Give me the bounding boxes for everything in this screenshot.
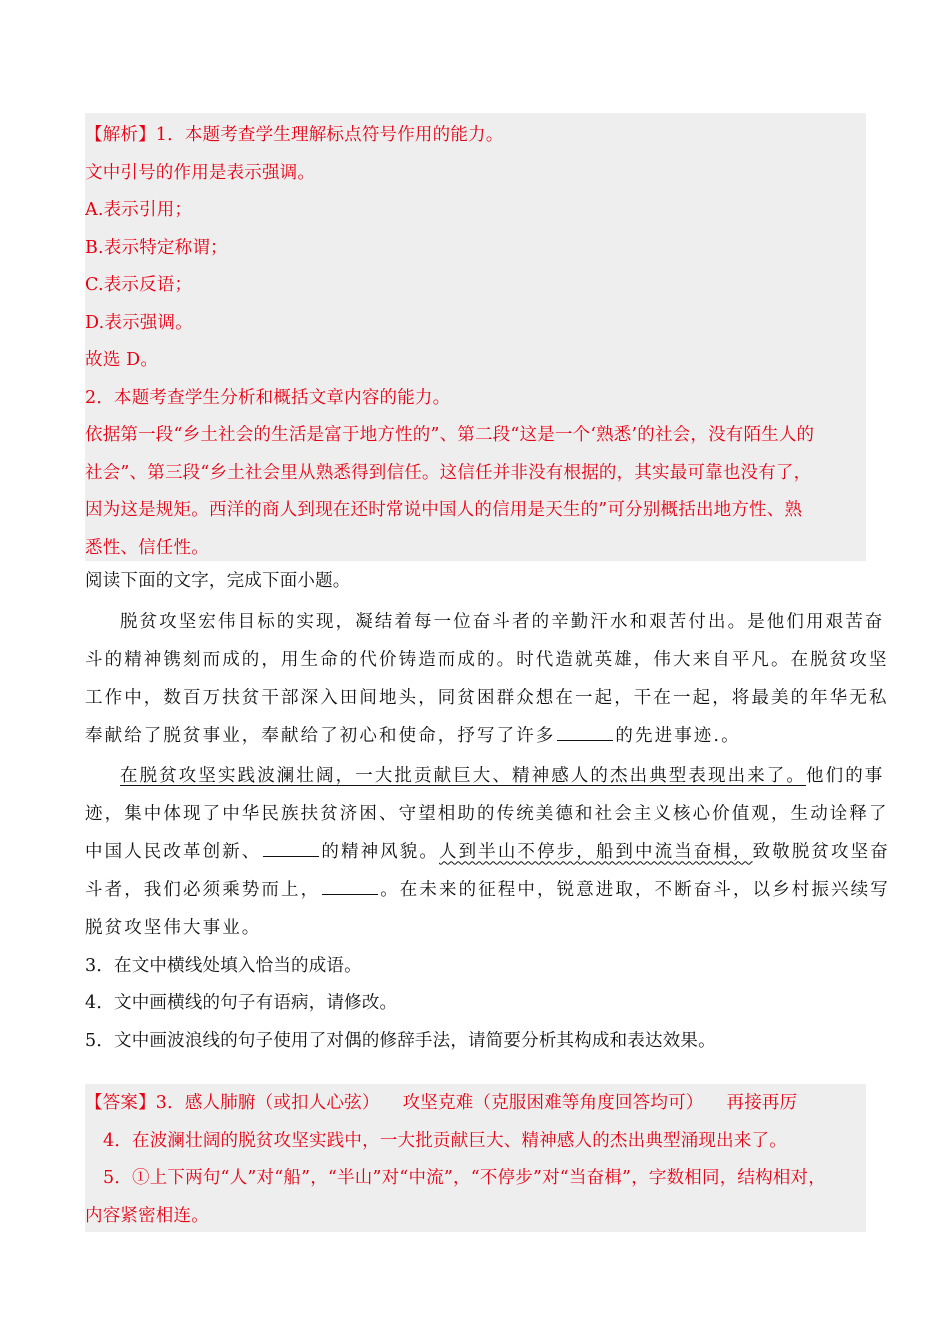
passage-text: 奉献给了脱贫事业，奉献给了初心和使命，抒写了许多 [85,725,556,746]
reading-block [85,563,890,1060]
underlined-sentence: 在脱贫攻坚实践波澜壮阔，一大批贡献巨大、精神感人的杰出典型表现出来了。 [120,765,806,786]
fill-blank-1[interactable] [557,726,613,741]
passage-text: 中国人民改革创新、 [85,841,262,862]
answer-line: 4．在波澜壮阔的脱贫攻坚实践中，一大批贡献巨大、精神感人的杰出典型涌现出来了。 [103,1130,787,1151]
passage-line: 脱贫攻坚宏伟目标的实现，凝结着每一位奋斗者的辛勤汗水和艰苦付出。是他们用艰苦奋 [120,611,885,632]
analysis-line: 2．本题考查学生分析和概括文章内容的能力。 [85,387,451,408]
passage-text: 他们的事 [806,765,885,786]
analysis-line: 【解析】1．本题考查学生理解标点符号作用的能力。 [85,125,504,145]
passage-line: 脱贫攻坚伟大事业。 [85,917,262,938]
analysis-block [85,113,866,561]
passage-line [85,757,885,795]
answer-line: 5．①上下两句“人”对“船”，“半山”对“中流”，“不停步”对“当奋楫”，字数相同，结构相对， [103,1168,826,1188]
passage-line [85,833,890,871]
question-4: 4．文中画横线的句子有语病，请修改。 [85,993,398,1013]
answer-block [85,1084,866,1232]
passage-text: 的精神风貌。 [321,841,440,862]
passage-line: 迹，集中体现了中华民族扶贫济困、守望相助的传统美德和社会主义核心价值观，生动诠释了 [85,803,889,824]
passage-text: 的先进事迹.。 [615,725,741,746]
analysis-line: A.表示引用； [85,200,193,220]
passage-paragraph-1 [85,603,889,755]
analysis-line: 故选 D。 [85,350,159,370]
analysis-line: 悉性、信任性。 [85,537,209,558]
reading-intro: 阅读下面的文字，完成下面小题。 [85,571,351,591]
fill-blank-3[interactable] [322,880,378,895]
passage-text: 斗者，我们必须乘势而上， [85,879,321,900]
passage-line: 斗的精神镌刻而成的，用生命的代价铸造而成的。时代造就英雄，伟大来自平凡。在脱贫攻坚 [85,649,889,670]
questions [85,948,866,1061]
passage-line: 工作中，数百万扶贫干部深入田间地头，同贫困群众想在一起，干在一起，将最美的年华无私 [85,687,889,708]
analysis-line: B.表示特定称谓； [85,237,228,258]
question-5: 5．文中画波浪线的句子使用了对偶的修辞手法，请简要分析其构成和表达效果。 [85,1030,716,1051]
wavy-underlined-sentence: 人到半山不停步，船到中流当奋楫， [439,841,753,862]
analysis-line: 社会”、第三段“乡土社会里从熟悉得到信任。这信任并非没有根据的，其实最可靠也没有了， [85,462,812,483]
fill-blank-2[interactable] [263,842,319,857]
passage-text: 。在未来的征程中，锐意进取，不断奋斗，以乡村振兴续写 [380,879,890,900]
answer-line: 内容紧密相连。 [85,1205,209,1226]
passage-text: 致敬脱贫攻坚奋 [752,841,890,862]
answer-line: 【答案】3．感人肺腑（或扣人心弦） 攻坚克难（克服困难等角度回答均可） 再接再厉 [85,1093,798,1113]
analysis-line: 文中引号的作用是表示强调。 [85,162,316,183]
passage-line [85,717,866,755]
analysis-line: 因为这是规矩。西洋的商人到现在还时常说中国人的信用是天生的”可分别概括出地方性、熟 [85,500,803,520]
analysis-line: D.表示强调。 [85,312,193,333]
analysis-line: C.表示反语； [85,275,193,295]
passage-paragraph-2 [85,757,890,947]
analysis-line: 依据第一段“乡土社会的生活是富于地方性的”、第二段“这是一个‘熟悉’的社会，没有陌生人的 [85,425,815,445]
question-3: 3．在文中横线处填入恰当的成语。 [85,955,362,976]
passage-line [85,871,890,909]
